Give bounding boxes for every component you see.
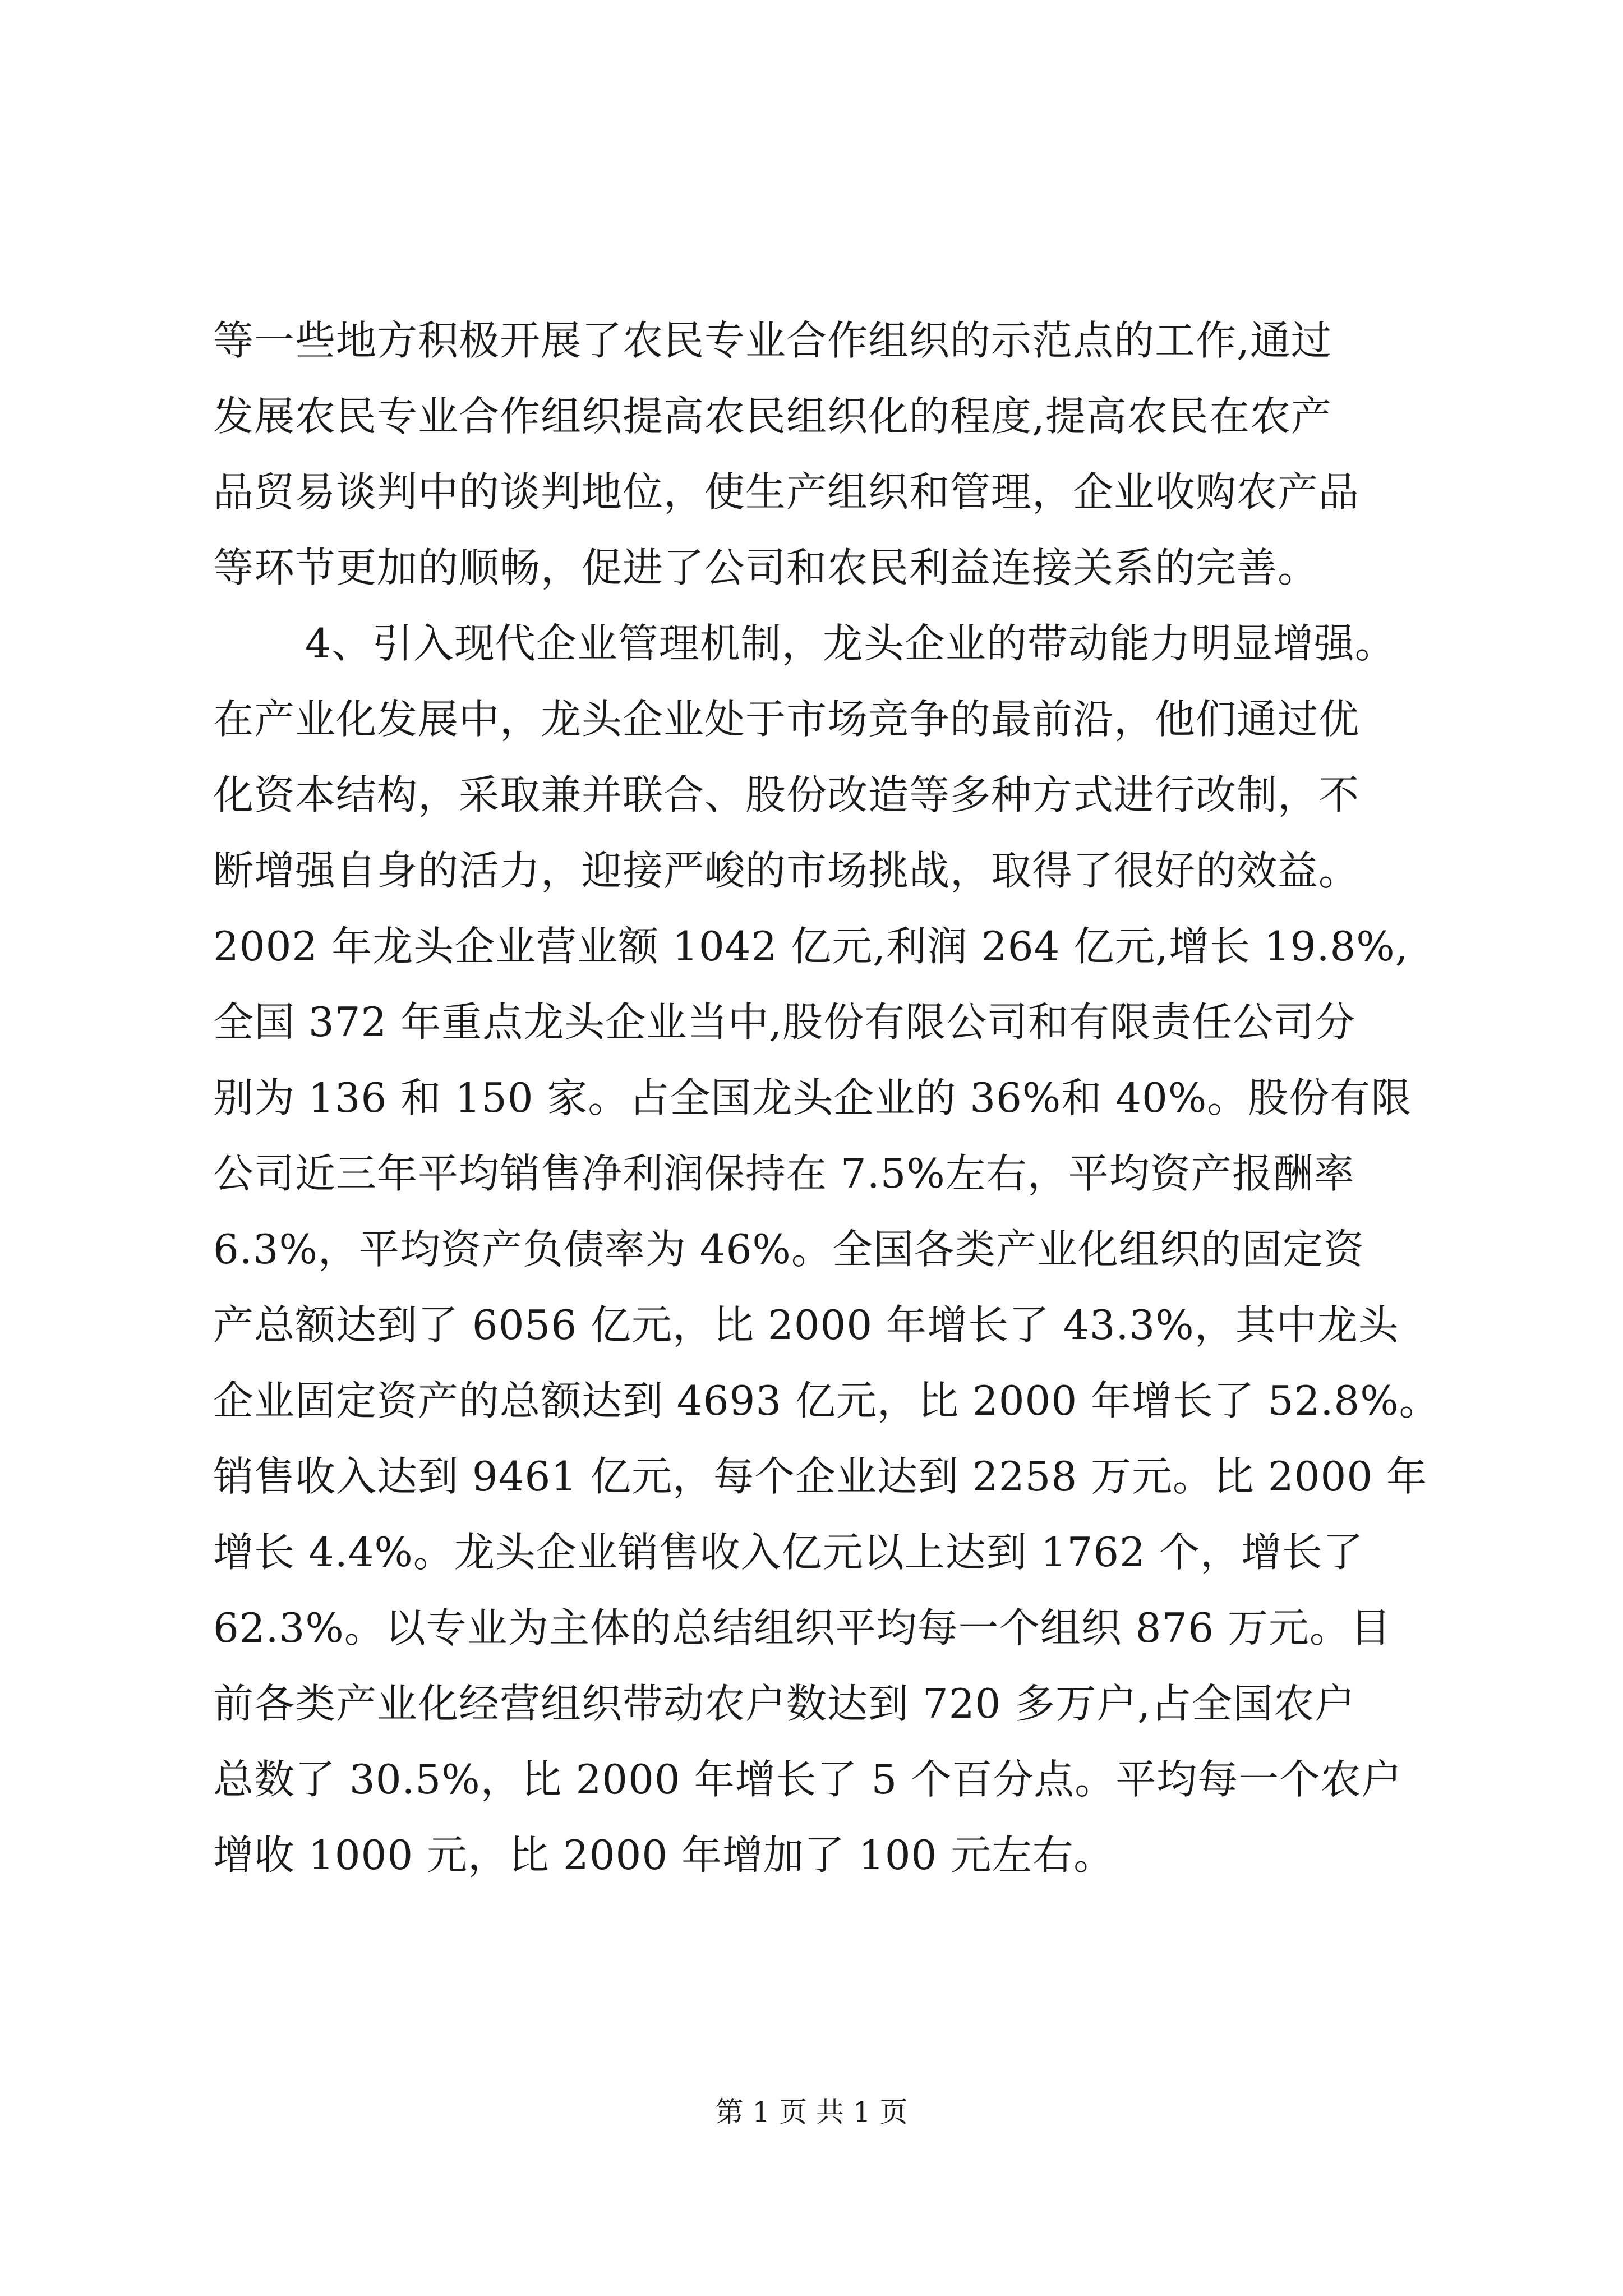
text-line: 2002 年龙头企业营业额 1042 亿元,利润 264 亿元,增长 19.8%,: [213, 923, 1409, 970]
text-line: 在产业化发展中，龙头企业处于市场竞争的最前沿，他们通过优: [213, 696, 1360, 743]
text-line: 断增强自身的活力，迎接严峻的市场挑战，取得了很好的效益。: [213, 847, 1360, 894]
page-number-footer: 第 1 页 共 1 页: [715, 2096, 908, 2128]
body-text: [213, 303, 1469, 1893]
text-line: 销售收入达到 9461 亿元，每个企业达到 2258 万元。比 2000 年: [213, 1453, 1428, 1500]
text-line: 6.3%，平均资产负债率为 46%。全国各类产业化组织的固定资: [213, 1226, 1364, 1273]
text-line: 全国 372 年重点龙头企业当中,股份有限公司和有限责任公司分: [213, 999, 1356, 1046]
text-line: 品贸易谈判中的谈判地位，使生产组织和管理，企业收购农产品: [213, 468, 1360, 516]
text-line: 企业固定资产的总额达到 4693 亿元，比 2000 年增长了 52.8%。: [213, 1377, 1440, 1424]
text-line: 等环节更加的顺畅，促进了公司和农民利益连接关系的完善。: [213, 544, 1319, 591]
text-line: 别为 136 和 150 家。占全国龙头企业的 36%和 40%。股份有限: [213, 1074, 1412, 1121]
text-line: 产总额达到了 6056 亿元，比 2000 年增长了 43.3%，其中龙头: [213, 1301, 1399, 1349]
paragraph-heading-line: 4、引入现代企业管理机制，龙头企业的带动能力明显增强。: [305, 620, 1396, 667]
text-line: 化资本结构，采取兼并联合、股份改造等多种方式进行改制，不: [213, 771, 1360, 818]
text-line: 前各类产业化经营组织带动农户数达到 720 多万户,占全国农户: [213, 1680, 1356, 1727]
text-line: 发展农民专业合作组织提高农民组织化的程度,提高农民在农产: [213, 393, 1332, 440]
text-line: 公司近三年平均销售净利润保持在 7.5%左右，平均资产报酬率: [213, 1150, 1355, 1197]
text-line: 增收 1000 元，比 2000 年增加了 100 元左右。: [213, 1832, 1115, 1879]
text-line: 增长 4.4%。龙头企业销售收入亿元以上达到 1762 个，增长了: [213, 1529, 1364, 1576]
text-line: 等一些地方积极开展了农民专业合作组织的示范点的工作,通过: [213, 317, 1332, 364]
text-line: 总数了 30.5%，比 2000 年增长了 5 个百分点。平均每一个农户: [213, 1756, 1403, 1803]
text-line: 62.3%。以专业为主体的总结组织平均每一个组织 876 万元。目: [213, 1604, 1391, 1651]
